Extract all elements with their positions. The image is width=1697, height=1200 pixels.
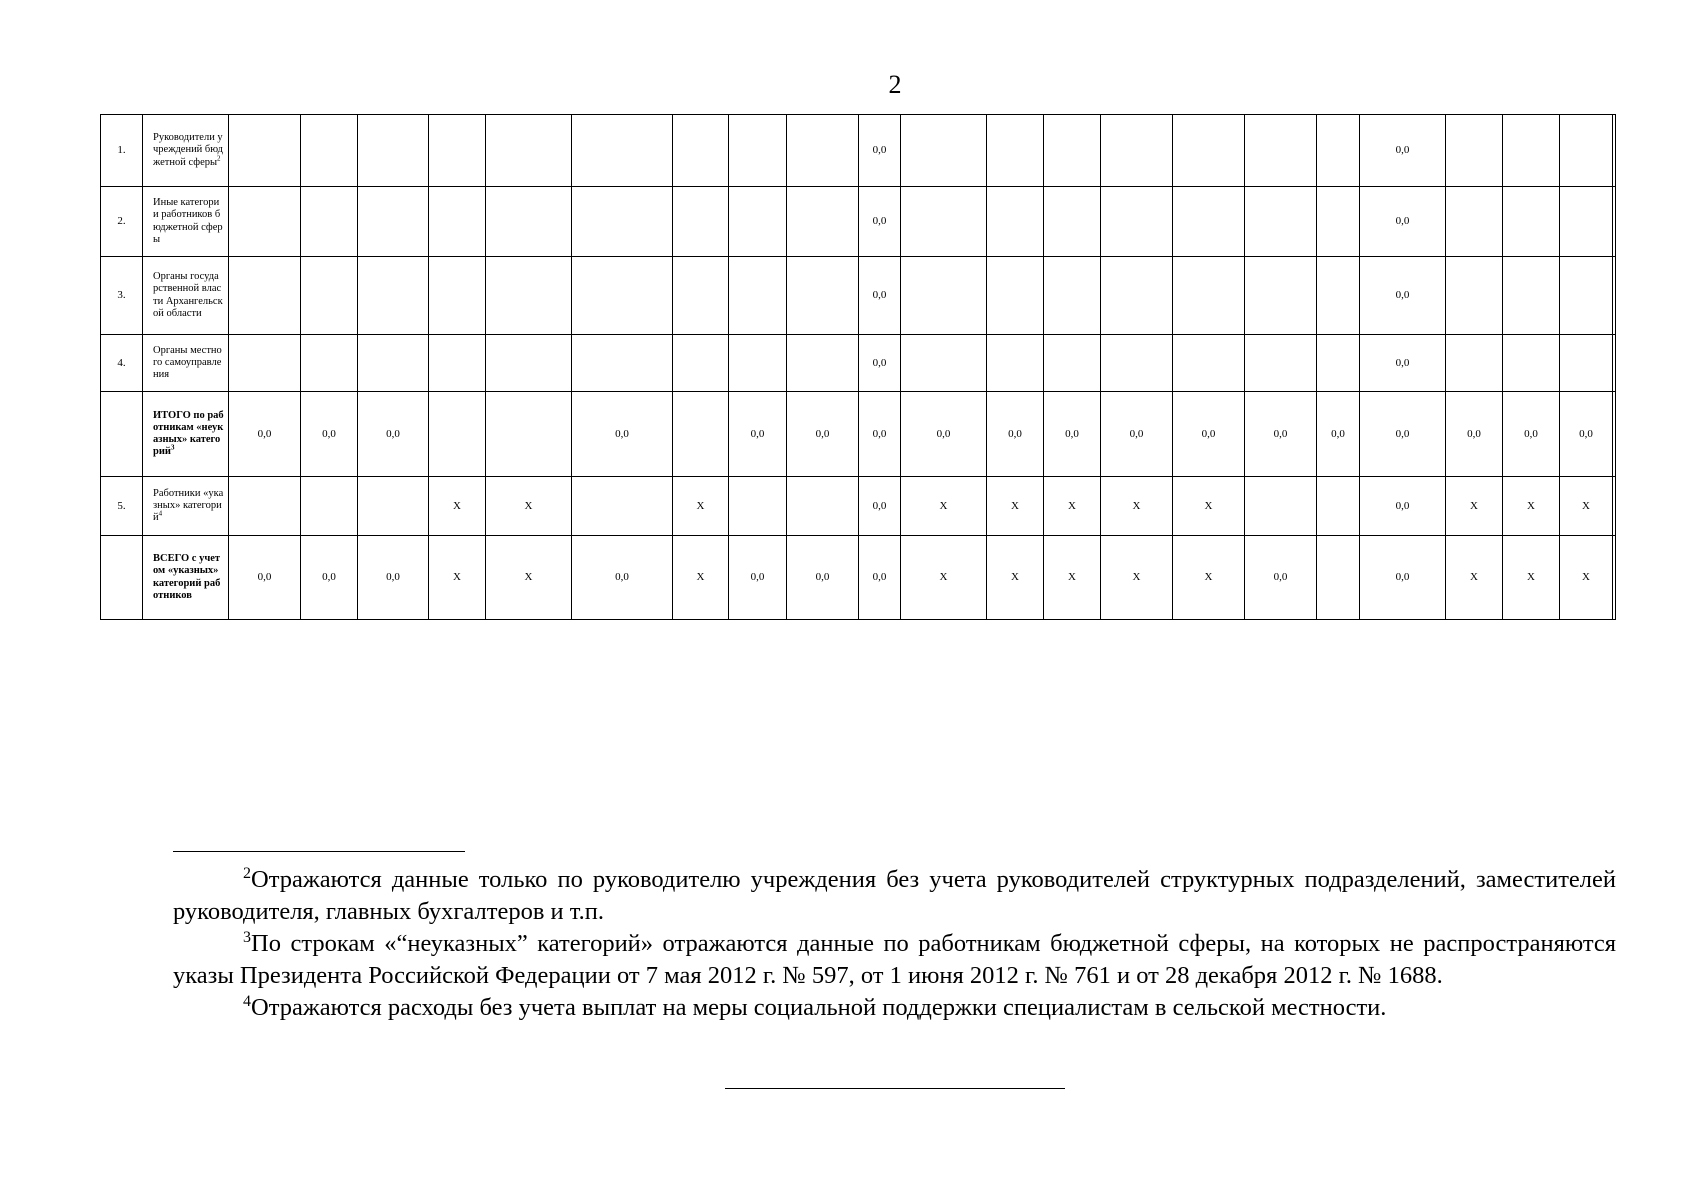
table-cell bbox=[1446, 257, 1503, 335]
expenditure-table bbox=[100, 114, 1616, 620]
table-cell bbox=[229, 187, 301, 257]
footnote-2 bbox=[173, 864, 1616, 928]
table-cell: Х bbox=[1173, 477, 1245, 536]
table-cell: 0,0 bbox=[1245, 536, 1317, 620]
row-label-text: Работники «указных» категорий bbox=[153, 487, 224, 524]
end-separator bbox=[725, 1088, 1065, 1089]
table-cell bbox=[1560, 115, 1613, 187]
table-cell bbox=[1560, 335, 1613, 392]
row-label-text: ВСЕГО с учетом «указных» категорий работников bbox=[153, 553, 221, 601]
table-cell bbox=[1613, 257, 1616, 335]
row-label bbox=[143, 257, 229, 335]
table-cell bbox=[673, 187, 729, 257]
footnote-mark: 4 bbox=[243, 992, 251, 1010]
footnote-text: Отражаются данные только по руководителю учреждения без учета руководителей структурных подразделений, заместителей руководителя, главных бухгалтеров и т.п. bbox=[173, 866, 1616, 925]
table-row bbox=[101, 187, 1616, 257]
table-cell bbox=[901, 187, 987, 257]
table-cell: 0,0 bbox=[1101, 392, 1173, 477]
table-cell: 0,0 bbox=[859, 536, 901, 620]
row-label bbox=[143, 335, 229, 392]
table-cell bbox=[787, 335, 859, 392]
table-cell bbox=[787, 115, 859, 187]
table-cell bbox=[1101, 335, 1173, 392]
table-row bbox=[101, 115, 1616, 187]
table-cell: 0,0 bbox=[1360, 536, 1446, 620]
table-cell bbox=[1317, 335, 1360, 392]
table-cell bbox=[1044, 257, 1101, 335]
table-cell bbox=[729, 335, 787, 392]
table-cell bbox=[1503, 187, 1560, 257]
footnote-text: Отражаются расходы без учета выплат на меры социальной поддержки специалистам в сельской местности. bbox=[251, 994, 1387, 1021]
table-cell bbox=[1613, 187, 1616, 257]
table-cell: Х bbox=[1560, 536, 1613, 620]
table-cell: 0,0 bbox=[987, 392, 1044, 477]
table-cell bbox=[486, 187, 572, 257]
footnote-text: По строкам «“неуказных” категорий» отражаются данные по работникам бюджетной сферы, на которых не распространяются указы Президента Российской Федерации от 7 мая 2012 г. № 597, от 1 июня 2012 г. № 761 и от 28 декабря 2012 г. № 1688. bbox=[173, 930, 1616, 989]
row-number: 1. bbox=[101, 115, 143, 187]
table-cell: Х bbox=[1446, 477, 1503, 536]
table-cell bbox=[1245, 335, 1317, 392]
row-label-text: Иные категории работников бюджетной сферы bbox=[153, 197, 223, 245]
table-cell bbox=[901, 115, 987, 187]
row-label-text: Руководители учреждений бюджетной сферы bbox=[153, 132, 223, 168]
table-cell bbox=[1560, 257, 1613, 335]
footnote-ref: 2 bbox=[217, 154, 221, 163]
table-cell bbox=[1317, 477, 1360, 536]
table-cell bbox=[1173, 187, 1245, 257]
table-row bbox=[101, 536, 1616, 620]
table-cell bbox=[1503, 335, 1560, 392]
table-cell bbox=[787, 257, 859, 335]
table-cell: 0,0 bbox=[358, 392, 429, 477]
table-cell: 0,0 bbox=[859, 257, 901, 335]
table-cell: Х bbox=[486, 477, 572, 536]
table-cell: Х bbox=[1101, 477, 1173, 536]
table-cell bbox=[358, 187, 429, 257]
table-cell: 0,0 bbox=[787, 536, 859, 620]
footnote-mark: 2 bbox=[243, 864, 251, 882]
table-cell bbox=[486, 115, 572, 187]
table-cell: 0,0 bbox=[859, 115, 901, 187]
table-cell bbox=[987, 257, 1044, 335]
table-cell bbox=[358, 257, 429, 335]
table-cell bbox=[729, 187, 787, 257]
table-cell bbox=[229, 257, 301, 335]
table-cell bbox=[1245, 187, 1317, 257]
table-cell: 0,0 bbox=[1360, 257, 1446, 335]
table-cell bbox=[358, 335, 429, 392]
row-label bbox=[143, 392, 229, 477]
table-cell: 0,0 bbox=[1044, 392, 1101, 477]
table-cell: Х bbox=[673, 536, 729, 620]
table-cell: Х bbox=[1173, 536, 1245, 620]
row-label-text: ИТОГО по работникам «неуказных» категорий bbox=[153, 409, 224, 458]
footnotes bbox=[173, 864, 1616, 1024]
table-cell: 0,0 bbox=[729, 392, 787, 477]
row-number bbox=[101, 392, 143, 477]
table-cell bbox=[987, 187, 1044, 257]
table-cell bbox=[987, 115, 1044, 187]
footnote-4 bbox=[173, 992, 1616, 1024]
table-cell: 0,0 bbox=[301, 392, 358, 477]
table-cell bbox=[1245, 257, 1317, 335]
row-number: 3. bbox=[101, 257, 143, 335]
table-cell: Х bbox=[1446, 536, 1503, 620]
table-cell bbox=[1503, 115, 1560, 187]
table-cell bbox=[429, 187, 486, 257]
table-row bbox=[101, 392, 1616, 477]
table-cell bbox=[901, 335, 987, 392]
footnote-ref: 3 bbox=[170, 443, 175, 452]
table-cell: Х bbox=[1101, 536, 1173, 620]
footnote-separator bbox=[173, 851, 465, 852]
row-number: 5. bbox=[101, 477, 143, 536]
table-cell bbox=[1560, 187, 1613, 257]
table-cell: 0,0 bbox=[729, 536, 787, 620]
table-cell bbox=[1446, 115, 1503, 187]
table-cell: Х bbox=[673, 477, 729, 536]
table-cell: Х bbox=[1503, 536, 1560, 620]
table-row bbox=[101, 257, 1616, 335]
table-cell: Х bbox=[901, 536, 987, 620]
table-cell bbox=[229, 335, 301, 392]
row-label bbox=[143, 477, 229, 536]
table-cell bbox=[1613, 115, 1616, 187]
table-cell: 0,0 bbox=[1360, 115, 1446, 187]
table-cell: Х bbox=[1503, 477, 1560, 536]
table-cell: 0,0 bbox=[1245, 392, 1317, 477]
table-cell bbox=[1317, 536, 1360, 620]
table-cell: 0,0 bbox=[1446, 392, 1503, 477]
table-cell bbox=[1317, 257, 1360, 335]
row-label bbox=[143, 115, 229, 187]
table-cell: 0,0 bbox=[229, 536, 301, 620]
table-cell bbox=[1446, 187, 1503, 257]
table-cell bbox=[358, 115, 429, 187]
footnote-3 bbox=[173, 928, 1616, 992]
table-cell bbox=[1245, 477, 1317, 536]
page-number: 2 bbox=[888, 70, 902, 99]
table-cell bbox=[1245, 115, 1317, 187]
table-cell: 0,0 bbox=[1360, 392, 1446, 477]
row-number: 4. bbox=[101, 335, 143, 392]
table-cell: Х bbox=[486, 536, 572, 620]
table-cell: Х bbox=[987, 536, 1044, 620]
table-cell bbox=[1173, 257, 1245, 335]
table-cell bbox=[1317, 187, 1360, 257]
table-cell bbox=[673, 392, 729, 477]
table-cell bbox=[301, 335, 358, 392]
table-cell: Х bbox=[429, 536, 486, 620]
table-cell bbox=[429, 335, 486, 392]
table-cell: 0,0 bbox=[859, 392, 901, 477]
table-cell: 0,0 bbox=[859, 187, 901, 257]
table-cell bbox=[572, 335, 673, 392]
table-cell bbox=[1044, 115, 1101, 187]
table-cell bbox=[1317, 115, 1360, 187]
table-cell bbox=[358, 477, 429, 536]
table-cell: 0,0 bbox=[1317, 392, 1360, 477]
table-cell: 0,0 bbox=[1360, 335, 1446, 392]
table-cell: Х bbox=[1560, 477, 1613, 536]
table-cell bbox=[229, 115, 301, 187]
table-cell bbox=[987, 335, 1044, 392]
table-cell: Х bbox=[1044, 536, 1101, 620]
table-cell bbox=[673, 115, 729, 187]
row-number: 2. bbox=[101, 187, 143, 257]
table-cell: 0,0 bbox=[572, 392, 673, 477]
table-cell bbox=[486, 335, 572, 392]
table-cell bbox=[301, 257, 358, 335]
table-cell bbox=[1173, 115, 1245, 187]
table-cell: Х bbox=[901, 477, 987, 536]
table-cell bbox=[301, 115, 358, 187]
table-cell: 0,0 bbox=[358, 536, 429, 620]
table-cell: 0,0 bbox=[1360, 477, 1446, 536]
footnote-ref: 4 bbox=[158, 509, 163, 518]
table-cell bbox=[1613, 335, 1616, 392]
table-cell bbox=[572, 257, 673, 335]
table-cell bbox=[673, 335, 729, 392]
row-label bbox=[143, 536, 229, 620]
footnote-mark: 3 bbox=[243, 928, 251, 946]
row-number bbox=[101, 536, 143, 620]
row-label bbox=[143, 187, 229, 257]
table-cell: 0,0 bbox=[859, 335, 901, 392]
table-cell: 0,0 bbox=[229, 392, 301, 477]
table-cell bbox=[1446, 335, 1503, 392]
table-cell bbox=[1613, 477, 1616, 536]
table-cell: 0,0 bbox=[1503, 392, 1560, 477]
table-cell bbox=[729, 115, 787, 187]
table-cell bbox=[429, 392, 486, 477]
table-cell bbox=[1101, 257, 1173, 335]
table-cell bbox=[572, 477, 673, 536]
table-cell bbox=[729, 257, 787, 335]
table-cell bbox=[787, 187, 859, 257]
table-cell: 0,0 bbox=[572, 536, 673, 620]
table-cell bbox=[486, 257, 572, 335]
row-label-text: Органы государственной власти Архангельской области bbox=[153, 271, 223, 319]
row-label-text: Органы местного самоуправления bbox=[153, 344, 222, 381]
table-cell bbox=[1173, 335, 1245, 392]
table-row bbox=[101, 335, 1616, 392]
table-cell bbox=[1101, 187, 1173, 257]
table-cell bbox=[1613, 392, 1616, 477]
table-cell bbox=[1044, 335, 1101, 392]
table-cell bbox=[787, 477, 859, 536]
table-cell: Х bbox=[987, 477, 1044, 536]
table-cell bbox=[429, 257, 486, 335]
table-cell bbox=[301, 477, 358, 536]
table-cell bbox=[572, 115, 673, 187]
table-cell bbox=[1613, 536, 1616, 620]
table-cell bbox=[486, 392, 572, 477]
table-cell bbox=[572, 187, 673, 257]
table-cell bbox=[901, 257, 987, 335]
table-cell bbox=[1044, 187, 1101, 257]
table-cell bbox=[729, 477, 787, 536]
table-cell: 0,0 bbox=[1173, 392, 1245, 477]
table-cell: 0,0 bbox=[301, 536, 358, 620]
table-row bbox=[101, 477, 1616, 536]
table-cell: 0,0 bbox=[787, 392, 859, 477]
table-cell: 0,0 bbox=[1360, 187, 1446, 257]
table-cell: 0,0 bbox=[901, 392, 987, 477]
table-cell: Х bbox=[429, 477, 486, 536]
table-cell bbox=[429, 115, 486, 187]
table-cell bbox=[673, 257, 729, 335]
table-cell: 0,0 bbox=[859, 477, 901, 536]
table-cell: Х bbox=[1044, 477, 1101, 536]
table-cell bbox=[301, 187, 358, 257]
table-cell bbox=[1101, 115, 1173, 187]
table-cell bbox=[229, 477, 301, 536]
table-cell bbox=[1503, 257, 1560, 335]
table-cell: 0,0 bbox=[1560, 392, 1613, 477]
